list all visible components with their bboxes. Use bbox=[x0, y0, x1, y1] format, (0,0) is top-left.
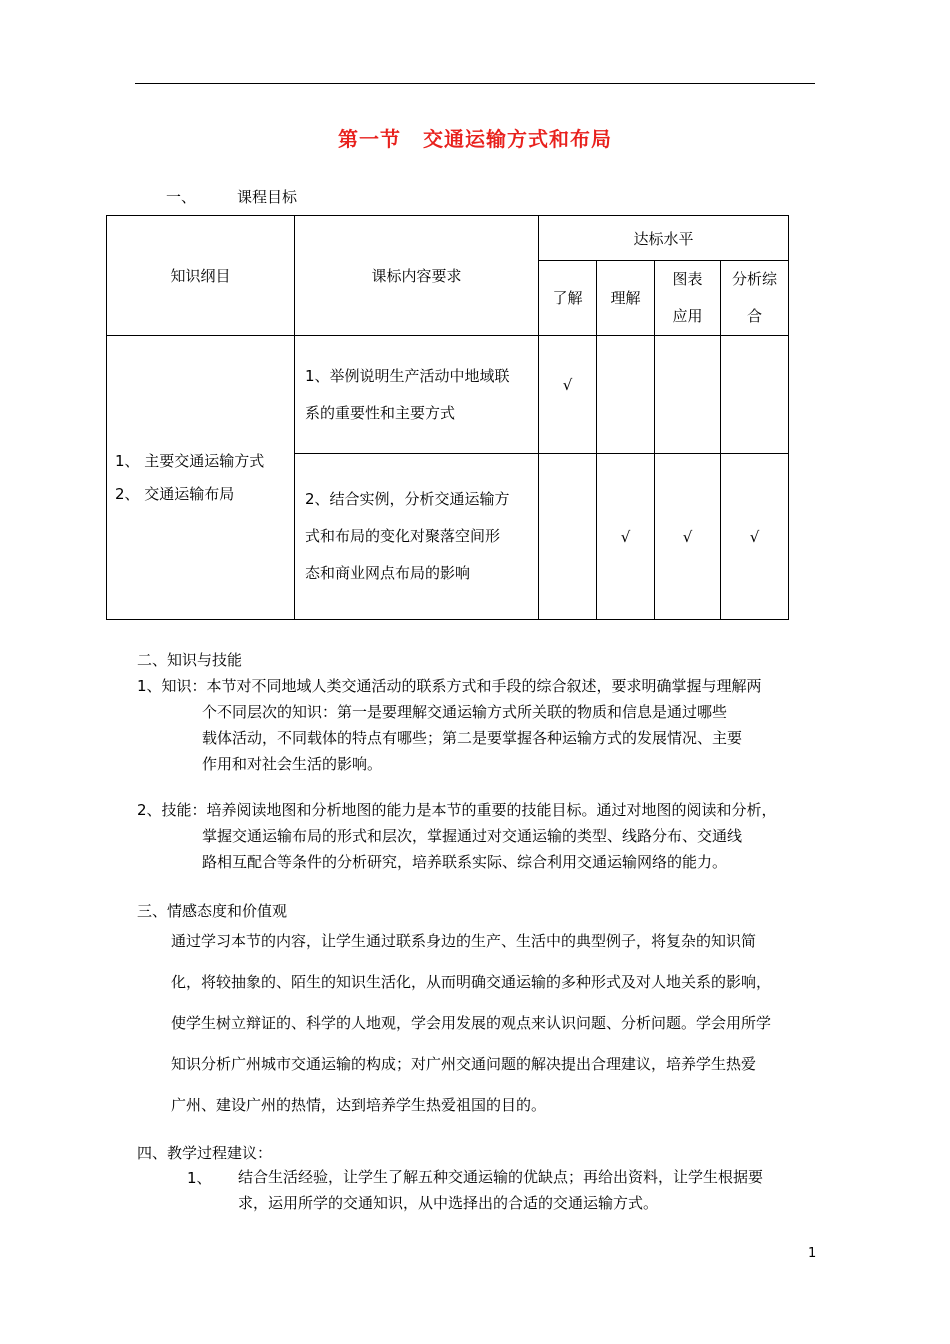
check-cell bbox=[721, 336, 789, 454]
check-cell bbox=[597, 336, 655, 454]
check-cell: √ bbox=[655, 454, 721, 620]
header-topic: 知识纲目 bbox=[107, 216, 295, 336]
topics-cell bbox=[107, 336, 295, 620]
check-cell: √ bbox=[539, 336, 597, 454]
page-number: 1 bbox=[808, 1246, 817, 1261]
level-comprehend: 理解 bbox=[597, 261, 655, 336]
level-understand-basic: 了解 bbox=[539, 261, 597, 336]
knowledge-paragraph: 1、知识：本节对不同地域人类交通活动的联系方式和手段的综合叙述，要求明确掌握与理解两 个不同层次的知识：第一是要理解交通运输方式所关联的物质和信息是通过哪些 载体活动，不同载体的特点有哪些；第二是要掌握各种运输方式的发展情况、主要 作用和对社会生活的影响。 bbox=[137, 677, 762, 773]
objectives-table bbox=[106, 215, 789, 620]
title-text: 交通运输方式和布局 bbox=[423, 127, 612, 151]
page-title bbox=[0, 123, 950, 152]
check-cell bbox=[655, 336, 721, 454]
suggestion-paragraph: 结合生活经验，让学生了解五种交通运输的优缺点；再给出资料，让学生根据要 求，运用所学的交通知识，从中选择出的合适的交通运输方式。 bbox=[238, 1168, 764, 1212]
check-cell: √ bbox=[597, 454, 655, 620]
suggestion-number: 1、 bbox=[187, 1169, 212, 1187]
header-requirements: 课标内容要求 bbox=[295, 216, 539, 336]
section4-heading: 四、教学过程建议： bbox=[137, 1144, 273, 1162]
check-cell: √ bbox=[721, 454, 789, 620]
requirement-row-1: 1、举例说明生产活动中地域联 系的重要性和主要方式 bbox=[295, 336, 539, 454]
section1-heading: 课程目标 bbox=[237, 188, 298, 206]
header-rule bbox=[135, 83, 815, 84]
skills-paragraph: 2、技能：培养阅读地图和分析地图的能力是本节的重要的技能目标。通过对地图的阅读和分析， 掌握交通运输布局的形式和层次，掌握通过对交通运输的类型、线路分布、交通线 路相互配合等条件的分析研究，培养联系实际、综合利用交通运输网络的能力。 bbox=[137, 801, 777, 871]
section3-heading: 三、情感态度和价值观 bbox=[137, 902, 288, 920]
section1-number: 一、 bbox=[166, 188, 197, 206]
requirement-row-2: 2、结合实例，分析交通运输方 式和布局的变化对聚落空间形 态和商业网点布局的影响 bbox=[295, 454, 539, 620]
level-analysis-synthesis: 分析综 合 bbox=[721, 261, 789, 336]
section2-heading: 二、知识与技能 bbox=[137, 651, 243, 669]
level-chart-application: 图表 应用 bbox=[655, 261, 721, 336]
topic-item: 2、 交通运输布局 bbox=[115, 484, 235, 503]
check-cell bbox=[539, 454, 597, 620]
header-level: 达标水平 bbox=[539, 216, 789, 261]
topic-item: 1、 主要交通运输方式 bbox=[115, 451, 265, 470]
attitudes-paragraph: 通过学习本节的内容，让学生通过联系身边的生产、生活中的典型例子，将复杂的知识简 化，将较抽象的、陌生的知识生活化，从而明确交通运输的多种形式及对人地关系的影响， 使学生树立辩证的、科学的人地观，学会用发展的观点来认识问题、分析问题。学会用所学 知识分析广州城市交通运输的构成；对广州交通问题的解决提出合理建议，培养学生热爱 广州、建设广州的热情，达到培养学生热爱祖国的目的。 bbox=[171, 932, 772, 1114]
title-section: 第一节 bbox=[338, 127, 401, 151]
